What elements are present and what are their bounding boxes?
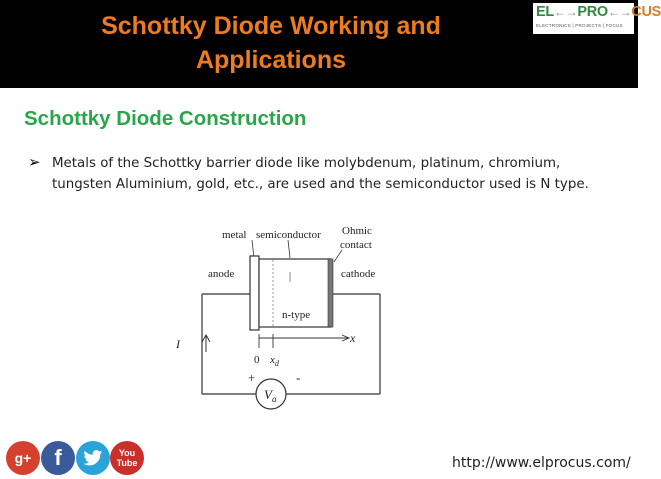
logo-tagline: ELECTRONICS | PROJECTS | FOCUS [536, 23, 623, 28]
label-plus: + [248, 370, 256, 385]
bullet-text: Metals of the Schottky barrier diode like molybdenum, platinum, chromium, tungsten Aluminium, gold, etc., are used and the semiconductor used is N type. [52, 156, 589, 192]
logo-pro: PRO [577, 4, 608, 20]
title-line-2: Applications [195, 46, 346, 74]
site-url-link[interactable]: http://www.elprocus.com/ [452, 455, 631, 471]
logo-wordmark [536, 4, 661, 20]
label-cathode: cathode [341, 268, 376, 280]
logo-el: EL [536, 4, 554, 20]
ohmic-leader [334, 250, 342, 262]
label-va: $V_a$ [264, 387, 277, 404]
twitter-bird-icon [83, 450, 103, 467]
logo-arrow-2: ←→ [607, 5, 632, 19]
label-zero: 0 [254, 354, 260, 366]
logo-cus: CUS [631, 4, 661, 20]
logo-arrow-1: ←→ [553, 5, 578, 19]
bullet-arrow-icon: ➢ [28, 153, 41, 171]
ohmic-contact [328, 259, 333, 327]
label-minus: - [296, 370, 301, 385]
google-plus-icon[interactable]: g+ [6, 441, 40, 475]
section-heading: Schottky Diode Construction [24, 107, 307, 130]
label-ohmic-line1: Ohmic [342, 225, 372, 237]
metal-leader [252, 240, 254, 258]
header-bar [0, 0, 661, 88]
label-ntype: n-type [282, 309, 311, 321]
schottky-diagram [170, 222, 410, 410]
title-line-1: Schottky Diode Working and [101, 12, 441, 40]
label-semiconductor: semiconductor [256, 229, 321, 241]
facebook-icon[interactable]: f [41, 441, 75, 475]
metal-layer [250, 256, 259, 330]
twitter-icon[interactable] [76, 441, 110, 475]
label-ohmic-line2: contact [340, 239, 372, 251]
youtube-icon[interactable] [110, 441, 144, 475]
youtube-line-1: You [118, 448, 136, 458]
label-xd: $x_d$ [270, 354, 279, 368]
label-x: x [350, 331, 356, 345]
elprocus-logo[interactable] [533, 3, 661, 34]
youtube-line-2: Tube [116, 458, 138, 468]
label-anode: anode [208, 268, 235, 280]
page-title [66, 9, 476, 77]
label-current: I [176, 337, 180, 351]
label-metal: metal [222, 229, 247, 241]
semiconductor-leader [288, 240, 290, 258]
